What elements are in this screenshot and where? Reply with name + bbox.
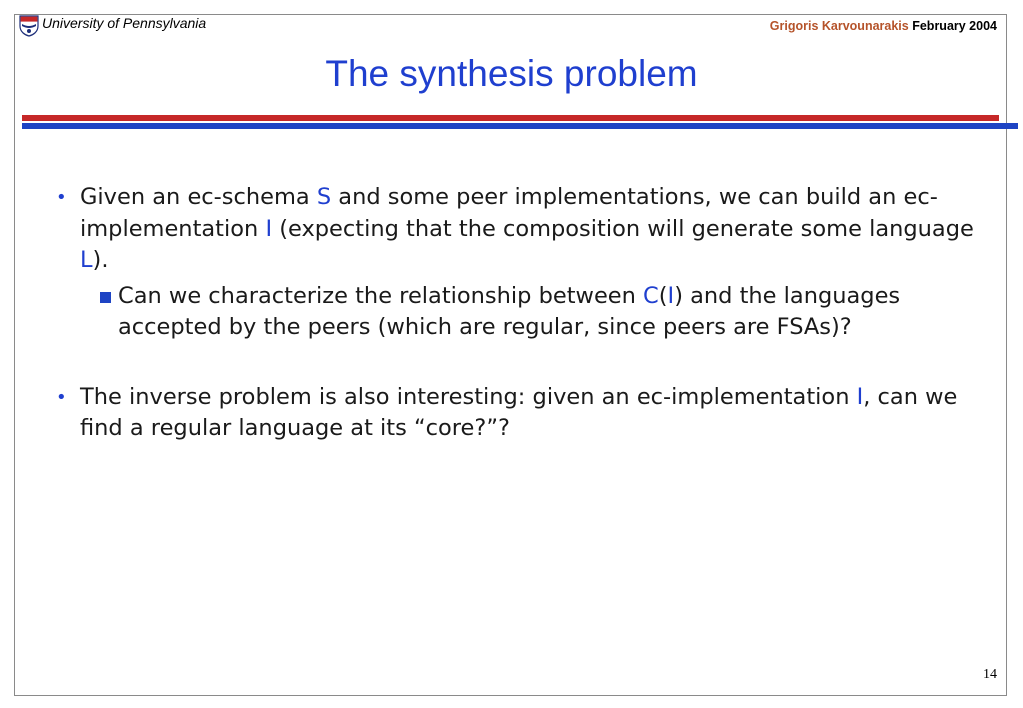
sub-bullet-item: [50, 281, 990, 344]
bullet-text: The inverse problem is also interesting: given an ec-implementation: [80, 383, 857, 410]
highlight-term: I: [667, 282, 675, 309]
sub-bullet-text: ) and the languages accepted by the peers (which are regular, since peers are FSAs)?: [118, 282, 901, 340]
spacer: [50, 344, 990, 382]
highlight-term: S: [316, 184, 332, 210]
highlight-term: C: [643, 282, 659, 309]
divider-red: [22, 115, 999, 121]
sub-bullet-text: Can we characterize the relationship between: [118, 282, 644, 309]
bullet-dot-icon: •: [56, 386, 67, 408]
bullet-dot-icon: •: [56, 187, 67, 208]
penn-shield-icon: [19, 15, 39, 37]
bullet-item: [50, 182, 990, 277]
highlight-term: I: [856, 383, 864, 410]
divider-blue: [22, 123, 1018, 129]
sub-bullet-text: (: [658, 282, 668, 309]
page-number: 14: [983, 667, 997, 682]
bullet-text: and some peer implementations, we can build an ec-implementation: [80, 184, 938, 242]
highlight-term: L: [80, 247, 93, 273]
bullet-text: , can we find a regular language at its “core?”?: [80, 383, 958, 441]
bullet-text: (expecting that the composition will generate some language: [272, 215, 974, 242]
author-date: [770, 19, 997, 33]
author-name: Grigoris Karvounarakis: [769, 19, 909, 33]
square-bullet-icon: [100, 292, 111, 303]
bullet-text: Given an ec-schema: [80, 184, 317, 210]
university-name: University of Pennsylvania: [42, 15, 207, 31]
highlight-term: I: [265, 215, 273, 242]
bullet-text: ).: [92, 247, 109, 273]
slide-content: [50, 182, 990, 445]
bullet-item: [50, 382, 990, 445]
date: February 2004: [912, 19, 997, 33]
slide-title: The synthesis problem: [325, 53, 698, 94]
